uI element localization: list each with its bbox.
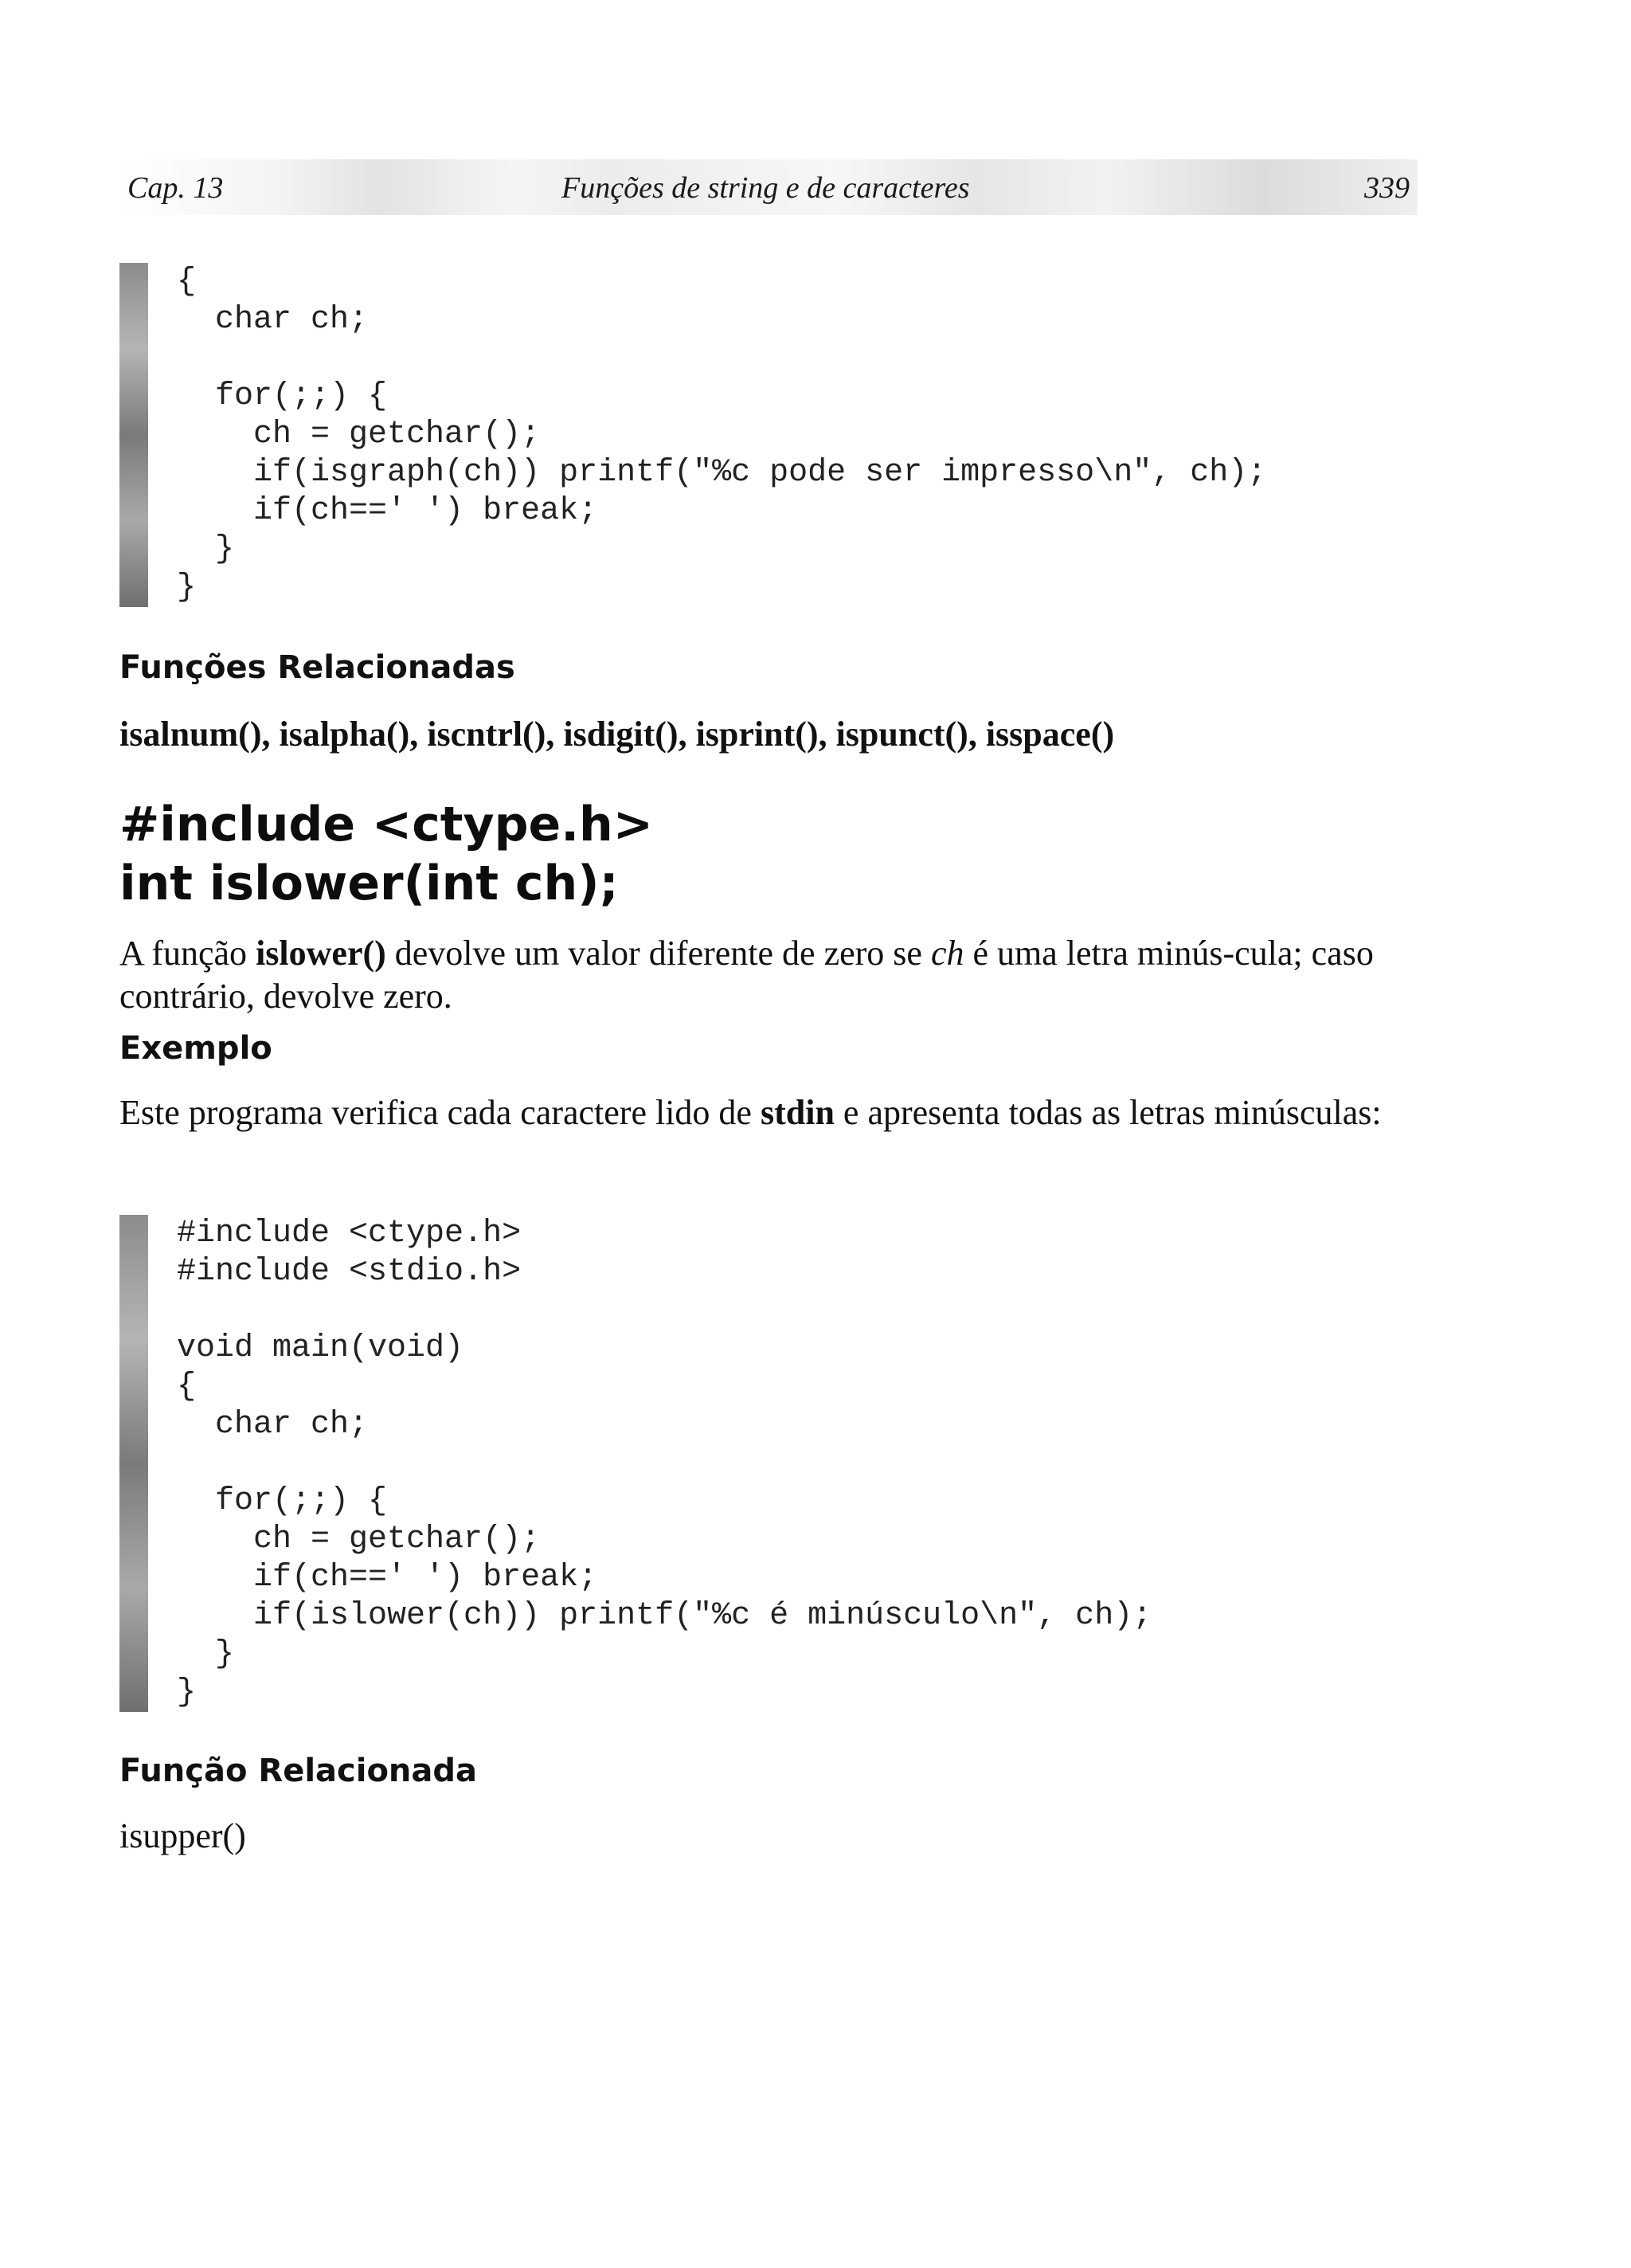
running-header	[119, 159, 1418, 215]
code-lines	[177, 1215, 1152, 1712]
code-block-top	[119, 263, 1473, 607]
related-functions-list: isalnum(), isalpha(), iscntrl(), isdigit(), isprint(), ispunct(), isspace()	[119, 715, 1115, 754]
code-line: void main(void)	[177, 1330, 464, 1366]
code-block-example	[119, 1215, 1473, 1712]
code-line: char ch;	[177, 302, 369, 338]
code-line: }	[177, 1636, 235, 1672]
code-lines	[177, 263, 1266, 607]
related-function-heading: Função Relacionada	[119, 1753, 478, 1789]
text: Este programa verifica cada caractere lido de	[119, 1093, 761, 1132]
code-line	[177, 1291, 1152, 1330]
code-line: }	[177, 570, 197, 605]
text: devolve um valor diferente de zero se	[385, 934, 931, 973]
code-line: #include <stdio.h>	[177, 1254, 522, 1290]
code-line	[177, 1444, 1152, 1483]
code-margin-bar	[119, 1215, 148, 1712]
chapter-title: Funções de string e de caracteres	[561, 171, 970, 205]
example-intro	[119, 1091, 1426, 1134]
code-line: if(ch==' ') break;	[177, 1560, 598, 1596]
example-heading: Exemplo	[119, 1030, 272, 1067]
code-line: if(isgraph(ch)) printf("%c pode ser impresso\n", ch);	[177, 455, 1267, 491]
code-line: {	[177, 264, 197, 300]
text: é uma letra minús-cula; caso contrário, devolve zero.	[119, 934, 1374, 1016]
code-line: char ch;	[177, 1407, 369, 1443]
chapter-label: Cap. 13	[127, 171, 224, 205]
related-functions-heading: Funções Relacionadas	[119, 649, 515, 686]
code-line	[177, 339, 1266, 378]
page-number: 339	[1364, 171, 1410, 205]
code-line: for(;;) {	[177, 1483, 388, 1519]
function-name: islower()	[256, 934, 386, 973]
text: A função	[119, 934, 256, 973]
related-function-name: isupper()	[119, 1816, 246, 1855]
include-heading: #include <ctype.h>	[119, 797, 653, 852]
code-line: {	[177, 1369, 197, 1404]
code-line: #include <ctype.h>	[177, 1216, 522, 1252]
code-line: if(islower(ch)) printf("%c é minúsculo\n", ch);	[177, 1598, 1152, 1634]
function-description	[119, 932, 1426, 1018]
code-margin-bar	[119, 263, 148, 607]
stream-name: stdin	[760, 1093, 835, 1132]
code-line: }	[177, 1675, 197, 1710]
code-line: for(;;) {	[177, 378, 388, 414]
code-line: if(ch==' ') break;	[177, 493, 598, 529]
param-name: ch	[930, 934, 964, 973]
code-line: ch = getchar();	[177, 417, 541, 452]
code-line: ch = getchar();	[177, 1522, 541, 1557]
text: e apresenta todas as letras minúsculas:	[834, 1093, 1382, 1132]
code-line: }	[177, 531, 235, 567]
function-prototype: int islower(int ch);	[119, 856, 619, 911]
